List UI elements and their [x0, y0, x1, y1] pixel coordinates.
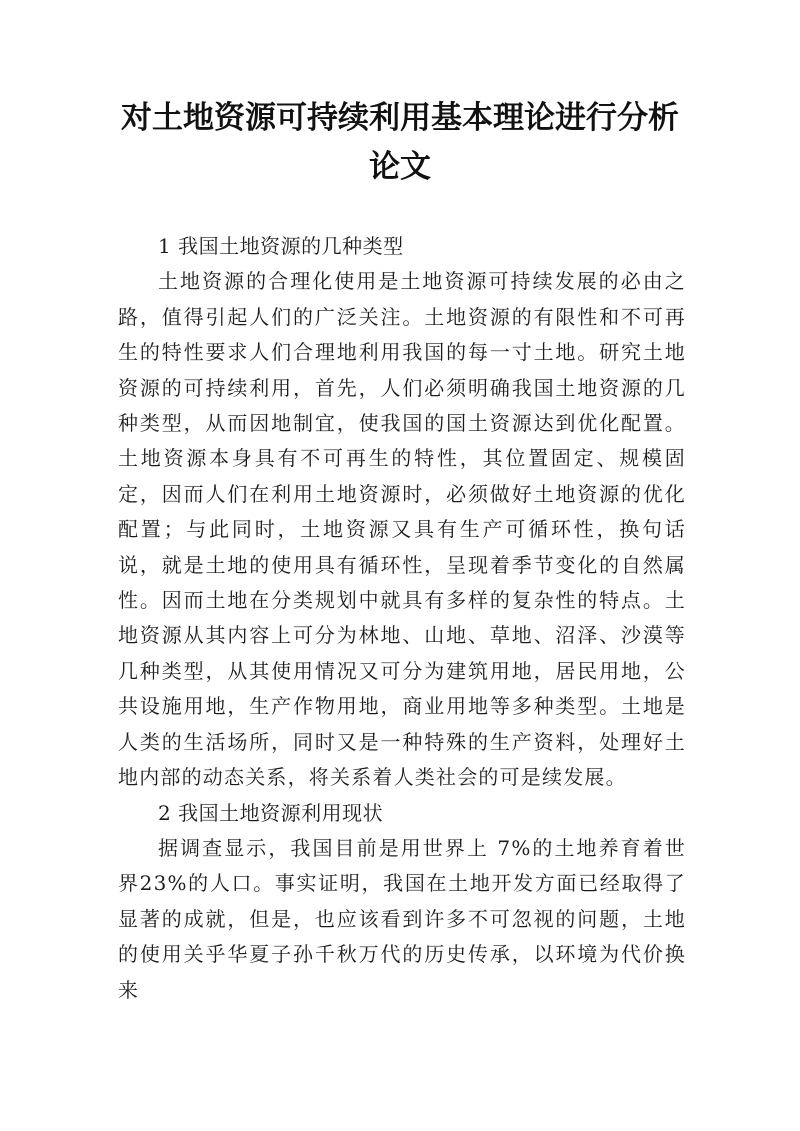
title-line-1: 对土地资源可持续利用基本理论进行分析: [121, 100, 679, 136]
section-heading-2: 2 我国土地资源利用现状: [158, 800, 384, 825]
document-title: [100, 94, 700, 192]
title-line-2: 论文: [369, 149, 431, 185]
section-heading-1: 1 我国土地资源的几种类型: [158, 234, 404, 258]
document-body: [118, 229, 686, 1008]
section-paragraph-1: 土地资源的合理化使用是土地资源可持续发展的必由之路，值得引起人们的广泛关注。土地资源的有限性和不可再生的特性要求人们合理地利用我国的每一寸土地。研究土地资源的可持续利用，首先，人们必须明确我国土地资源的几种类型，从而因地制宜，使我国的国土资源达到优化配置。土地资源本身具有不可再生的特性，其位置固定、规模固定，因而人们在利用土地资源时，必须做好土地资源的优化配置；与此同时，土地资源又具有生产可循环性，换句话说，就是土地的使用具有循环性，呈现着季节变化的自然属性。因而土地在分类规划中就具有多样的复杂性的特点。土地资源从其内容上可分为林地、山地、草地、沼泽、沙漠等几种类型，从其使用情况又可分为建筑用地，居民用地，公共设施用地，生产作物用地，商业用地等多种类型。土地是人类的生活场所，同时又是一种特殊的生产资料，处理好土地内部的动态关系，将关系着人类社会的可是续发展。: [118, 269, 686, 790]
section-paragraph-2: 据调查显示，我国目前是用世界上 7%的土地养育着世界23%的人口。事实证明，我国在土地开发方面已经取得了显著的成就，但是，也应该看到许多不可忽视的问题，土地的使用关乎华夏子孙千秋万代的历史传承，以环境为代价换来: [118, 835, 686, 1002]
